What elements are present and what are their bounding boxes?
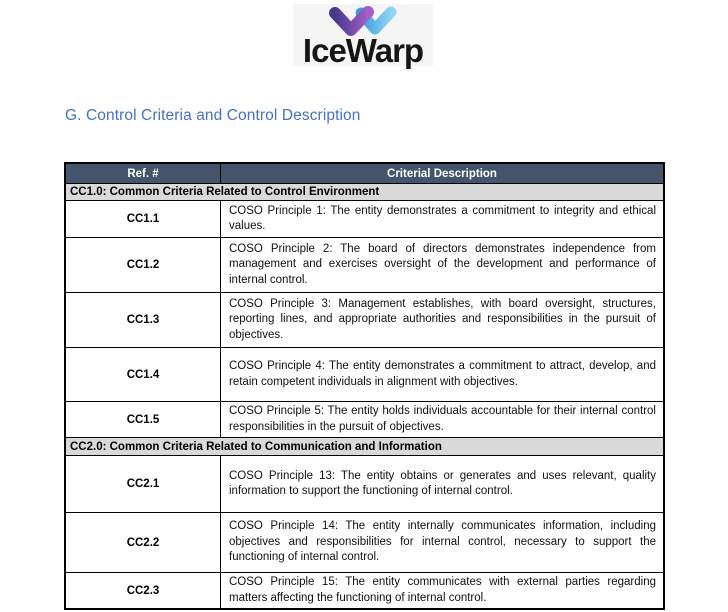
criteria-table (65, 163, 664, 609)
ref-cell: CC2.1 (66, 456, 221, 513)
table-header-row (66, 164, 664, 184)
ref-cell: CC1.2 (66, 238, 221, 293)
description-cell: COSO Principle 13: The entity obtains or generates and uses relevant, quality information to support the functioning of internal control. (221, 456, 664, 513)
description-cell: COSO Principle 1: The entity demonstrates a commitment to integrity and ethical values. (221, 201, 664, 238)
table-row (66, 573, 664, 609)
table-row (66, 402, 664, 438)
table-row (66, 238, 664, 293)
ref-cell: CC1.1 (66, 201, 221, 238)
description-cell: COSO Principle 2: The board of directors demonstrates independence from management and exercises oversight of the development and performance of internal control. (221, 238, 664, 293)
section-row (66, 438, 664, 456)
description-cell: COSO Principle 4: The entity demonstrates a commitment to attract, develop, and retain competent individuals in alignment with objectives. (221, 348, 664, 402)
section-label: CC2.0: Common Criteria Related to Communication and Information (66, 438, 664, 456)
ref-cell: CC1.3 (66, 293, 221, 348)
section-label: CC1.0: Common Criteria Related to Control Environment (66, 184, 664, 201)
description-cell: COSO Principle 3: Management establishes, with board oversight, structures, reporting lines, and appropriate authorities and responsibilities in the pursuit of objectives. (221, 293, 664, 348)
description-cell: COSO Principle 5: The entity holds individuals accountable for their internal control responsibilities in the pursuit of objectives. (221, 402, 664, 438)
ref-cell: CC1.5 (66, 402, 221, 438)
description-cell: COSO Principle 15: The entity communicates with external parties regarding matters affecting the functioning of internal control. (221, 573, 664, 609)
col-header-description: Criterial Description (221, 164, 664, 184)
table-row (66, 513, 664, 573)
icewarp-logo (293, 4, 433, 69)
col-header-ref: Ref. # (66, 164, 221, 184)
ref-cell: CC2.3 (66, 573, 221, 609)
table-row (66, 201, 664, 238)
ref-cell: CC1.4 (66, 348, 221, 402)
table-row (66, 348, 664, 402)
description-cell: COSO Principle 14: The entity internally communicates information, including objectives and responsibilities for internal control, necessary to support the functioning of internal control. (221, 513, 664, 573)
table-row (66, 456, 664, 513)
ref-cell: CC2.2 (66, 513, 221, 573)
icewarp-logo-text: IceWarp (302, 32, 424, 69)
page-title: G. Control Criteria and Control Description (65, 107, 361, 124)
table-row (66, 293, 664, 348)
criteria-table-body (66, 184, 664, 609)
section-row (66, 184, 664, 201)
